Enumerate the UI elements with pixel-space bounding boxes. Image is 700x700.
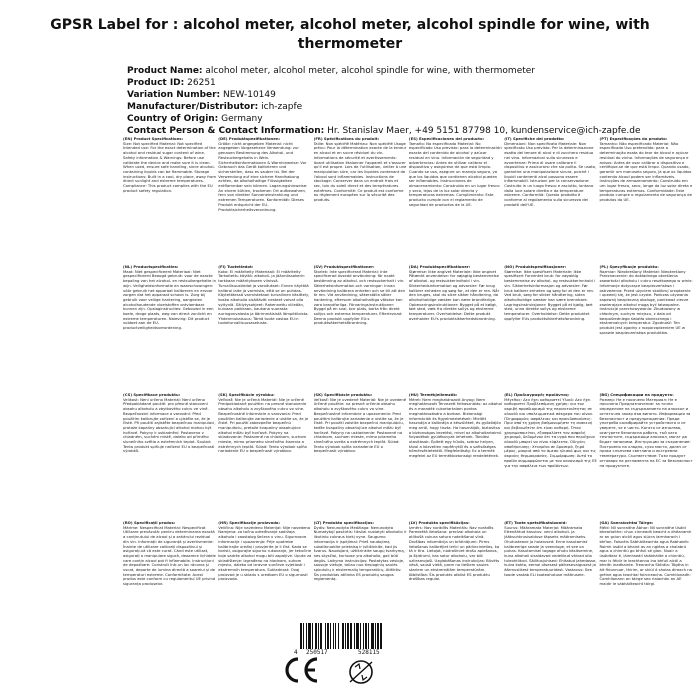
product-meta xyxy=(127,65,687,137)
spec-text: Größe: nicht angegeben Material: nicht angegeben Vorgesehene Verwendung: zur genauen Bestimmung des Alkohol- und Restzuckergehalts in Wein. Sicherheitsinformationen & Warnhinweise: Vor Gebrauch das Gerät kalibrieren und sicherstellen, dass es sauber ist. Bei der Verwendung auf eine sichere Handhabung achten, da alkoholhaltige Flüssigkeiten entflammbar sein können. Lagerungshinweise: An einem kühlen, trockenen Ort aufbewahren, fern von direkter Sonneneinstrahlung und extremen Temperaturen. Konformität: Dieses Produkt entspricht der EU-Produktsicherheitsverordnung. xyxy=(218,140,308,212)
spec-text: Μέγεθος: Δεν έχει καθοριστεί Υλικό: Δεν έχει καθοριστεί Προβλεπόμενη χρήση: για τον ακριβή προσδιορισμό της περιεκτικότητας σε αλκοόλ και υπολειμματικά σάκχαρα του οίνου. Πληροφορίες ασφάλειας και προειδοποιήσεις: Πριν από τη χρήση βαθμονομήστε τη συσκευή και βεβαιωθείτε ότι είναι καθαρή. Όταν χρησιμοποιείται, εξασφαλίστε τον ασφαλή χειρισμό, δεδομένου ότι τα υγρά που περιέχουν αλκοόλ μπορεί να είναι εύφλεκτα. Οδηγίες αποθήκευσης: Χτισμένο σε δροσερό, ξηρό μέρος, μακριά από το άμεσο ηλιακό φως και τις ακραίες θερμοκρασίες. Συμμόρφωση: Αυτό το προϊόν συμμορφώνεται με τον κανονισμό της ΕΕ για την ασφάλεια των προϊόντων. xyxy=(504,396,597,468)
spec-block xyxy=(123,137,218,262)
spec-text: Rozmiar: Nieokreślony Materiał: Nieokreślony Przeznaczenie: do dokładnego określenia zawartości alkoholu i cukru resztkowego w winie. Informacje dotyczące bezpieczeństwa i ostrzeżenia: Przed użyciem skalibruj urządzenie i upewnij się, że jest czyste. Podczas używania zapewnij bezpieczną obsługę, ponieważ ciecze zawierające alkohol mogą być łatwopalne. Instrukcje przechowywania: Zbudowany w chłodnym, suchym miejscu, z dala od bezpośredniego światła słonecznego i ekstremalnych temperatur. Zgodność: Ten produkt jest zgodny z rozporządzeniem UE w sprawie bezpieczeństwa produktów. xyxy=(599,268,693,335)
spec-block xyxy=(218,393,313,518)
spec-block xyxy=(599,137,694,262)
spec-heading: (EL) Προδιαγραφές προϊόντος: xyxy=(504,393,570,397)
spec-text: Tamanho: Não especificado Material: Não especificado Uso pretendido: para a determinação exata do teor de álcool e açúcar residual do vinho. Informações de segurança e avisos: Antes de usar calibrar o dispositivo e certifique-se de que está limpo. Quando usado, garantir um manuseio seguro, já que os líquidos contendo álcool podem ser inflamáveis. Instruções de armazenamento: Construído em um lugar fresco, seco, longe da luz solar direta e temperaturas extremas. Conformidade: Este produto cumpre o regulamento de segurança de produtos da UE. xyxy=(599,140,693,203)
ce-mark-icon xyxy=(281,655,321,689)
spec-block xyxy=(123,265,218,390)
barcode-digits-right: 528115 xyxy=(358,649,380,656)
spec-heading: (BG) Спецификации на продукта: xyxy=(599,393,674,397)
spec-text: Size: Not specified Material: Not specified Intended use: For the exact determination of the alcohol and residual sugar content of wine. Safety information & Warnings: Before use calibrate the device and make sure it is clean. When used, ensure safe handling, since alcohol-containing liquids can be flammable. Storage instructions: Built in a cool, dry place, away from direct sunlight and extreme temperatures. Compliance: This product complies with the EU product safety regulation. xyxy=(123,140,217,193)
spec-block xyxy=(599,393,694,518)
spec-text: Tamaño: No especificado Material: No especificado Uso previsto: para la determinación exacta del contenido de alcohol y azúcar residual en vino. Información de seguridad y advertencias: Antes de utilizar calibrar el dispositivo y asegúrese de que está limpio. Cuando se usa, asegure un manejo seguro, ya que los líquidos que contienen alcohol pueden ser inflamables. Instrucciones de almacenamiento: Construido en un lugar fresco y seco, lejos de la luz solar directa y temperaturas extremas. Cumplimiento: Este producto cumple con el reglamento de seguridad de productos de la UE. xyxy=(408,140,502,207)
spec-block xyxy=(314,137,409,262)
spec-heading: (ES) Especificaciones del producto: xyxy=(408,137,485,141)
barcode-bars-icon xyxy=(300,623,410,649)
spec-heading: (SK) Špecifikácie výrobku: xyxy=(218,393,275,397)
spec-text: Størrelse: Ikke angivet Materiale: Ikke angivet Påtænkt anvendelse: for nøjagtig bestemmelse af alkohol- og restsukkerindhold i vin. Sikkerhedsinformation og advarsler: Før brug kalibrer enheden og sørg for, at den er ren. Når den bruges, skal du sikre sikker håndtering, da alkoholholdige væsker kan være brandfarlige. Opbevaringsinstruktioner: Bygget på et køligt, tørt sted, væk fra direkte sollys og ekstreme temperaturer. Overholdelse: Dette produkt overholder EU's produktsikkerhedsforordning. xyxy=(408,268,500,321)
spec-heading: (PT) Especificações do produto: xyxy=(599,137,668,141)
spec-heading: (LT) Produkto specifikacijos: xyxy=(313,521,374,525)
spec-block xyxy=(123,521,218,646)
meta-product-id: Product ID: 26251 xyxy=(127,78,216,88)
spec-block xyxy=(409,265,504,390)
spec-row xyxy=(123,265,695,390)
spec-row xyxy=(123,393,695,518)
spec-text: Dydis: Nenurodyta Medžiaga: Nenurodyta Numatytoji paskirtis: tiksliai nustatyti alkoholio ir likutinio cukraus kiekį vyne. Saugumo informacija ir įspėjimai: Prieš naudojimą sukalibruokite prietaisą ir įsitikinkite, kad jis švarus. Naudojant, užtikrinkite saugų tvarkymą, nes skysčiai, kuriuose yra alkoholio, gali būti degūs. Laikymo instrukcijos: Pastatytas vėsioje, sausoje vietoje, toliau nuo tiesioginių saulės spindulių ir ekstremalių temperatūrų. Atitiktis: Šis produktas atitinka ES produktų saugos reglamentą. xyxy=(313,524,407,582)
spec-heading: (IT) Specifiche del prodotto: xyxy=(504,137,565,141)
spec-row xyxy=(123,137,695,262)
specifications-grid xyxy=(123,137,695,649)
spec-block xyxy=(123,393,218,518)
spec-heading: (DA) Produktspecifikationer: xyxy=(408,265,471,269)
spec-heading: (GA) Sonraíochtaí Táirge: xyxy=(599,521,654,525)
meta-product-name: Product Name: alcohol meter, alcohol meter, alcohol spindle for wine, with thermometer xyxy=(127,66,536,76)
spec-heading: (HR) Specifikacije proizvoda: xyxy=(218,521,281,525)
spec-text: Veľkosť: Nie je uvedené Materiál: Nie je uvedené Určené použitie: na presné určenie obsahu alkoholu a zvyškového cukru vo víne. Bezpečnostné informácie a upozornenia: Pred použitím kalibrujte zariadenie a uistite sa, že je čisté. Pri použití zaistite bezpečnú manipuláciu, keďže kvapaliny obsahujúce alkohol môžu byť horľavé. Pokyny na uskladnenie: Postavené na chladnom, suchom mieste, mimo priameho slnečného svetla a extrémnych teplôt. Súlad: Tento výrobok spĺňa nariadenie EÚ o bezpečnosti výrobkov. xyxy=(313,396,407,454)
spec-heading: (FR) Spécifications du produit: xyxy=(313,137,380,141)
spec-block xyxy=(218,265,313,390)
meta-variation-number: Variation Number: NEW-10149 xyxy=(127,90,276,100)
spec-heading: (DE) Produktspezifikationen: xyxy=(218,137,281,141)
spec-text: Maat: Niet gespecificeerd Materiaal: Niet gespecificeerd Beoogd gebruik: voor de exacte bepaling van het alcohol- en restsuikergehalte in wijn. Veiligheidsinformatie en waarschuwingen: vóór gebruik het apparaat kalibreren en ervoor zorgen dat het apparaat schoon is. Zorg bij gebruik voor veilige hantering, aangezien alcoholhoudende vloeistoffen ontvlambaar kunnen zijn. Opslaginstructies: Gebouwd in een koele, droge plaats, weg van direct zonlicht en extreme temperaturen. Naleving: Dit product voldoet aan de EU-productveiligheidsverordening. xyxy=(123,268,216,331)
spec-heading: (NO) Produktspesifikasjoner: xyxy=(504,265,567,269)
spec-text: Suurus: Määramata Materjal: Määramata Ettenähtud kasutus: veini alkoholi- ja jääksuhkrusisalduse täpseks määramiseks. Ohutusteave ja hoiatused: Enne kasutamist kalibreerige seade ja veenduge, et see on puhas. Kasutamisel tagage ohutu käsitsemine, kuna alkoholi sisaldavad vedelikud võivad olla tuleohtlikud. Säilitusjuhised: Ehitatud jahedasse, kuiva kohta, eemal otsesest päikesevalgusest ja äärmuslikest temperatuuridest. Vastavus: See toode vastab ELi tooteohutuse määrusele. xyxy=(504,524,597,577)
spec-text: Izmērs: Nav norādīts Materiāls: Nav norādīts Paredzētā lietošana: precīzai alkohola un atlikušā cukura satura noteikšanai vīnā. Drošības informācija un brīdinājumi: Pirms lietošanas kalibrējiet ierīci un pārliecinieties, ka tā ir tīra. Lietojot, nodrošiniet drošu apiešanos, jo šķidrumi, kas satur alkoholu, var būt uzliesmojoši. Uzglabāšanas instrukcijas: Būvēts vēsā, sausā vietā, prom no tiešiem saules stariem un ekstremālām temperatūrām. Atbilstība: Šis produkts atbilst ES produktu drošības regulai. xyxy=(408,524,500,582)
spec-text: Koko: Ei määritelty Materiaali: Ei määritelty Tarkoitettu käyttö: alkoholi- ja jäännössokerin tarkkaan määritykseen viinissä. Turvallisuustiedot ja varoitukset: Ennen käyttöä kalibroi laite ja varmista, että se on puhdas. Käytettäessä varmistetaan turvallinen käsittely, koska alkoholia sisältävät nesteet voivat olla syttyviä. Säilytysohjeet: Rakennettu viileään, kuivaan paikkaan, kaukana suorasta auringonvalosta ja äärimmäisistä lämpötiloista. Yhdenmukaisuus: Tämä tuote vastaa EU:n tuoteturvallisuusasetusta. xyxy=(218,268,310,326)
spec-block xyxy=(409,137,504,262)
spec-heading: (LV) Produkta specifikācijas: xyxy=(408,521,470,525)
meta-manufacturer: Manufacturer/Distributor: ich-zapfe xyxy=(127,102,303,112)
spec-block xyxy=(314,393,409,518)
page-title: GPSR Label for : alcohol meter, alcohol meter, alcohol spindle for wine, with thermometer xyxy=(50,17,650,52)
spec-heading: (CS) Specifikace produktu: xyxy=(123,393,181,397)
spec-text: Méid: Níl sonraithe Ábhar: Níl sonraithe Úsáid bheartaithe: chun cinneadh beacht a dhéanamh ar an gcion alcóil agus siúcra iarmharach i bhfíon. Faisnéis Sábháilteachta agus Rabhaidh: Roimh úsáid a bhaint as an ngléas a chalabrú agus a chinntiú go bhfuil sé glan. Nuair a úsáidtear é, láimhseáil shábháilte a chinntiú, mar is féidir le leachtanna ina bhfuil alcól a bheith inadhainte. Treoracha Stórála: Tógtha in áit fhionnuar, thirim, ar shiúl ó sholas díreach na gréine agus teochtaí foircneacha. Comhlíonadh: Comhlíonann an táirge seo rialachán an AE maidir le sábháilteacht táirgí. xyxy=(599,524,692,587)
spec-text: Dimensioni: Non specificato Materiale: Non specificato Uso previsto: Per la determinazione esatta del tenore di alcol e di zucchero residuo nel vino. Informazioni sulla sicurezza e avvertenze: Prima di usare calibrare il dispositivo e assicurarsi che sia pulito. Se usato, garantire una manipolazione sicura, poiché i liquidi contenenti alcol possono essere infiammabili. Istruzioni per la conservazione: Costruito in un luogo fresco e asciutto, lontano dalla luce solare diretta e da temperature estreme. Conformità: Questo prodotto è conforme al regolamento sulla sicurezza dei prodotti dell'UE. xyxy=(504,140,597,207)
spec-text: Velikost: Není určeno Materiál: Není určeno Předpokládané použití: pro přesné stanovení obsahu alkoholu a zbytkového cukru ve víně. Bezpečnostní informace a varování: Před použitím kalibrujte zařízení a ujistěte se, že je čisté. Při použití zajistěte bezpečnou manipulaci, protože kapaliny obsahující alkohol mohou být hořlavé. Pokyny k uskladnění: Postaveno v chladném, suchém místě, daleko od přímého slunečního světla a extrémních teplot. Soulad: Tento produkt splňuje nařízení EU o bezpečnosti výrobků. xyxy=(123,396,216,454)
spec-heading: (HU) Termékjellemzők: xyxy=(408,393,458,397)
spec-text: Размер: Не е посочено Материал: Не е посочено Предназначение: за точно определяне на съдържанието на алкохол и остатъчна захар във виното. Информация за безопасност и предупреждения: Преди употреба калибрирайте устройството и се уверете, че е чисто. Когато се използва, осигурете безопасна работа, тъй като течностите, съдържащи алкохол, могат да бъдат запалими. Инструкции за съхранение: Построено на хладно, сухо място, далеч от пряка слънчева светлина и екстремни температури. Съответствие: Този продукт отговаря на регламента на ЕС за безопасност на продуктите. xyxy=(599,396,693,468)
spec-block xyxy=(504,137,599,262)
barcode xyxy=(300,623,410,649)
spec-block xyxy=(504,521,599,646)
spec-heading: (NL) Productspecificaties: xyxy=(123,265,179,269)
recycling-symbol-icon xyxy=(344,656,378,692)
spec-text: Taille: Non spécifié Matériau: Non spécifié Usage prévu: Pour la détermination exacte de la teneur en alcool et en sucre résiduel du vin. Informations de sécurité et avertissements: Avant utilisation étalonner l'appareil et s'assurer qu'il est propre. Lors de l'utilisation, veiller à une manipulation sûre, car les liquides contenant de l'alcool sont inflammables. Instructions de stockage: Conserver dans un endroit frais et sec, loin du soleil direct et des températures extrêmes. Conformité: Ce produit est conforme au règlement européen sur la sécurité des produits. xyxy=(313,140,407,203)
spec-heading: (EN) Product Specifications: xyxy=(123,137,184,141)
spec-text: Veličina: Nije navedeno Materijal: Nije navedeno Namjena: za točno određivanje sadržaja alkohola i zaostalog šećera u vinu. Sigurnosne informacije i upozorenja: Prije upotrebe kalibrirajte uređaj i provjerite je li čist. Kada se koristi, osigurajte sigurno rukovanje, jer tekućine koje sadrže alkohol mogu biti zapaljive. Upute za skladištenje: Izgrađeno na hladnom, suhom mjestu, daleko od izravne sunčeve svjetlosti i ekstremnih temperatura. Sukladnost: Ovaj proizvod je u skladu s uredbom EU o sigurnosti proizvoda. xyxy=(218,524,312,582)
meta-country-of-origin: Country of Origin: Germany xyxy=(127,114,263,124)
spec-heading: (PL) Specyfikacje produktu: xyxy=(599,265,659,269)
spec-block xyxy=(599,521,694,646)
spec-text: Veľkosť: Nie je určená Materiál: Nie je určené Predpokladané použitie: na presné stanovenie obsahu alkoholu a zvyškového cukru vo víne. Bezpečnostné informácie a varovania: Pred použitím kalibrujte zariadenie a uistite sa, že je čisté. Pri použití zabezpečte bezpečnú manipuláciu, pretože kvapaliny obsahujúce alkohol môžu byť horľavé. Pokyny na skladovanie: Postavené na chladnom, suchom mieste, mimo priameho slnečného žiarenia a extrémnych teplôt. Súlad: Tento výrobok spĺňa nariadenie EÚ o bezpečnosti výrobkov. xyxy=(218,396,309,454)
spec-block xyxy=(409,393,504,518)
spec-block xyxy=(504,265,599,390)
spec-block xyxy=(218,137,313,262)
spec-block xyxy=(314,265,409,390)
spec-text: Størrelse: Ikke spesifisert Materiale: Ikke spesifisert Forventet bruk: for nøyaktig bestemmelse av alkohol- og restsukkerinnhold i vin. Sikkerhetsinformasjon og advarsler: Før bruk kalibrer enheten og sørg for at den er ren. Ved bruk, sørg for sikker håndtering, siden alkoholholdige væsker kan være brennbare. Lagringsinstruksjoner: Bygget på et kjølig, tørt sted, unna direkte sollys og ekstreme temperaturer. Overholdelse: Dette produktet oppfyller EUs produktsikkerhetsforordning. xyxy=(504,268,596,321)
spec-text: Mărime: Nespecificat Material: Nespecificat Utilizare prevăzută: pentru determinarea exactă a conținutului de alcool și a zahărului rezidual din vin. Informații de siguranță și avertismente: Înainte de utilizare calibrați dispozitivul și asigurați-vă că este curat. Când este utilizat, asigurați o manipulare sigură, deoarece lichidele care conțin alcool pot fi inflamabile. Instrucțiuni de depozitare: Construit într-un loc răcoros și uscat, departe de lumina directă a soarelui și de temperaturi extreme. Conformitate: Acest produs este conform cu regulamentul UE privind siguranța produselor. xyxy=(123,524,216,587)
spec-block xyxy=(599,265,694,390)
spec-heading: (FI) Tuotetiedot: xyxy=(218,265,254,269)
spec-heading: (RO) Specificații produs: xyxy=(123,521,176,525)
spec-block xyxy=(504,393,599,518)
spec-heading: (SV) Produktspecifikationer: xyxy=(313,265,375,269)
spec-heading: (SK) Špecifikácie produktu: xyxy=(313,393,373,397)
spec-text: Méret: Nem meghatározott Anyag: Nem meghatározott Tervezett felhasználás: az alkohol és a maradék cukortartalom pontos meghatározására a borban. Biztonsági információk és figyelmeztetések: Mielőtt használja a kalibrálja a készüléket, és győződjön meg arról, hogy tiszta. Ha használják, biztosítsa a biztonságos kezelést, mivel az alkoholtartalmú folyadékok gyúlékonyak lehetnek. Tárolási utasítások: Épített egy hűvös, száraz helyen, távol a közvetlen napfénytől és a szélsőséges hőmérsékletektől. Megfelelőség: Ez a termék megfelel az EU termékbiztonsági rendeletének. xyxy=(408,396,502,459)
barcode-digit-prefix: 4 xyxy=(294,649,298,656)
meta-contact: Contact Person & Contact Information: Hr. Stanislav Maer, +49 5151 87798 10, kundenservice@ich-zapfe.de xyxy=(127,126,641,136)
spec-heading: (ET) Toote spetsifikatsioonid: xyxy=(504,521,567,525)
barcode-digits-left: 250517 xyxy=(306,649,328,656)
spec-block xyxy=(409,521,504,646)
spec-text: Storlek: Inte specificerad Material: Inte specificerad Avsedd användning: för exakt bestämning av alkohol- och restsockerhalt i vin. Säkerhetsinformation och varningar: Innan användning kalibrera enheten och se till att den är ren. Vid användning, säkerställa säker hantering, eftersom alkoholhaltiga vätskor kan vara brandfarliga. Förvaringsinstruktioner: Byggd på en sval, torr plats, borta från direkt solljus och extrema temperaturer. Efterlevnad: Denna produkt uppfyller EU:s produktsäkerhetsförordning. xyxy=(313,268,406,326)
